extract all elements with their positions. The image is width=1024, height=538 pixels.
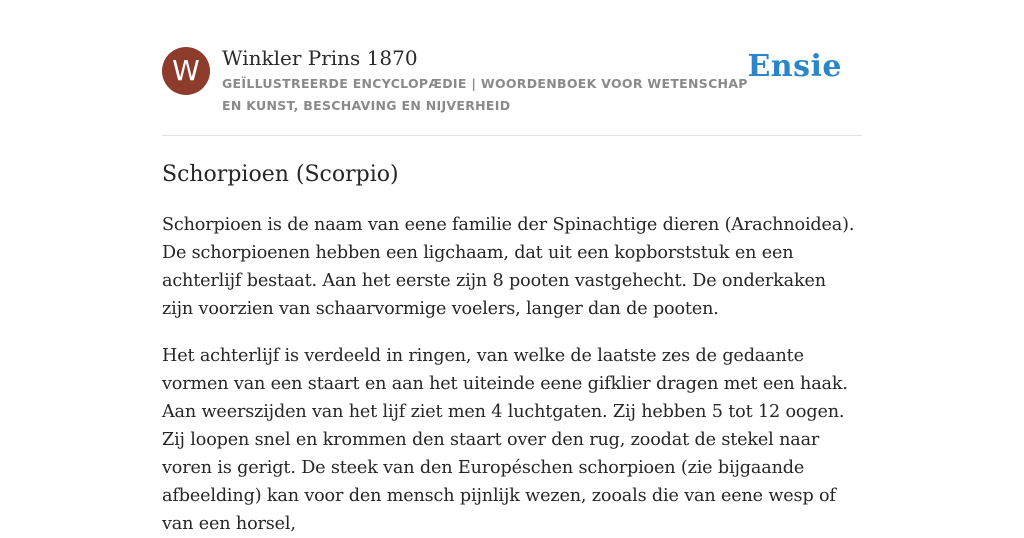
source-subtitle: GEÏLLUSTREERDE ENCYCLOPÆDIE | WOORDENBOEK VOOR WETENSCHAP EN KUNST, BESCHAVING EN NIJVERHEID — [222, 76, 748, 113]
article-paragraph: Het achterlijf is verdeeld in ringen, van welke de laatste zes de gedaante vormen van een staart en aan het uiteinde eene gifklier dragen met een haak. Aan weerszijden van het lijf ziet men 4 luchtgaten. Zij hebben 5 tot 12 oogen. Zij loopen snel en krommen den staart over den rug, zoodat de stekel naar voren is gerigt. De steek van den Européschen schorpioen (zie bijgaande afbeelding) kan voor den mensch pijnlijk wezen, zooals die van eene wesp of van een horsel, — [162, 346, 848, 534]
header-divider — [162, 135, 862, 136]
article-title: Schorpioen (Scorpio) — [162, 162, 399, 187]
source-avatar[interactable] — [162, 47, 210, 95]
article-paragraph: Schorpioen is de naam van eene familie der Spinachtige dieren (Arachnoidea). De schorpioenen hebben een ligchaam, dat uit een kopborststuk en een achterlijf bestaat. Aan het eerste zijn 8 pooten vastgehecht. De onderkaken zijn voorzien van schaarvormige voelers, langer dan de pooten. — [162, 215, 855, 319]
avatar-letter: W — [172, 54, 200, 87]
article — [162, 158, 862, 538]
page-header — [162, 44, 862, 116]
source-title[interactable]: Winkler Prins 1870 — [222, 46, 418, 70]
brand-logo[interactable]: Ensie — [747, 49, 842, 84]
